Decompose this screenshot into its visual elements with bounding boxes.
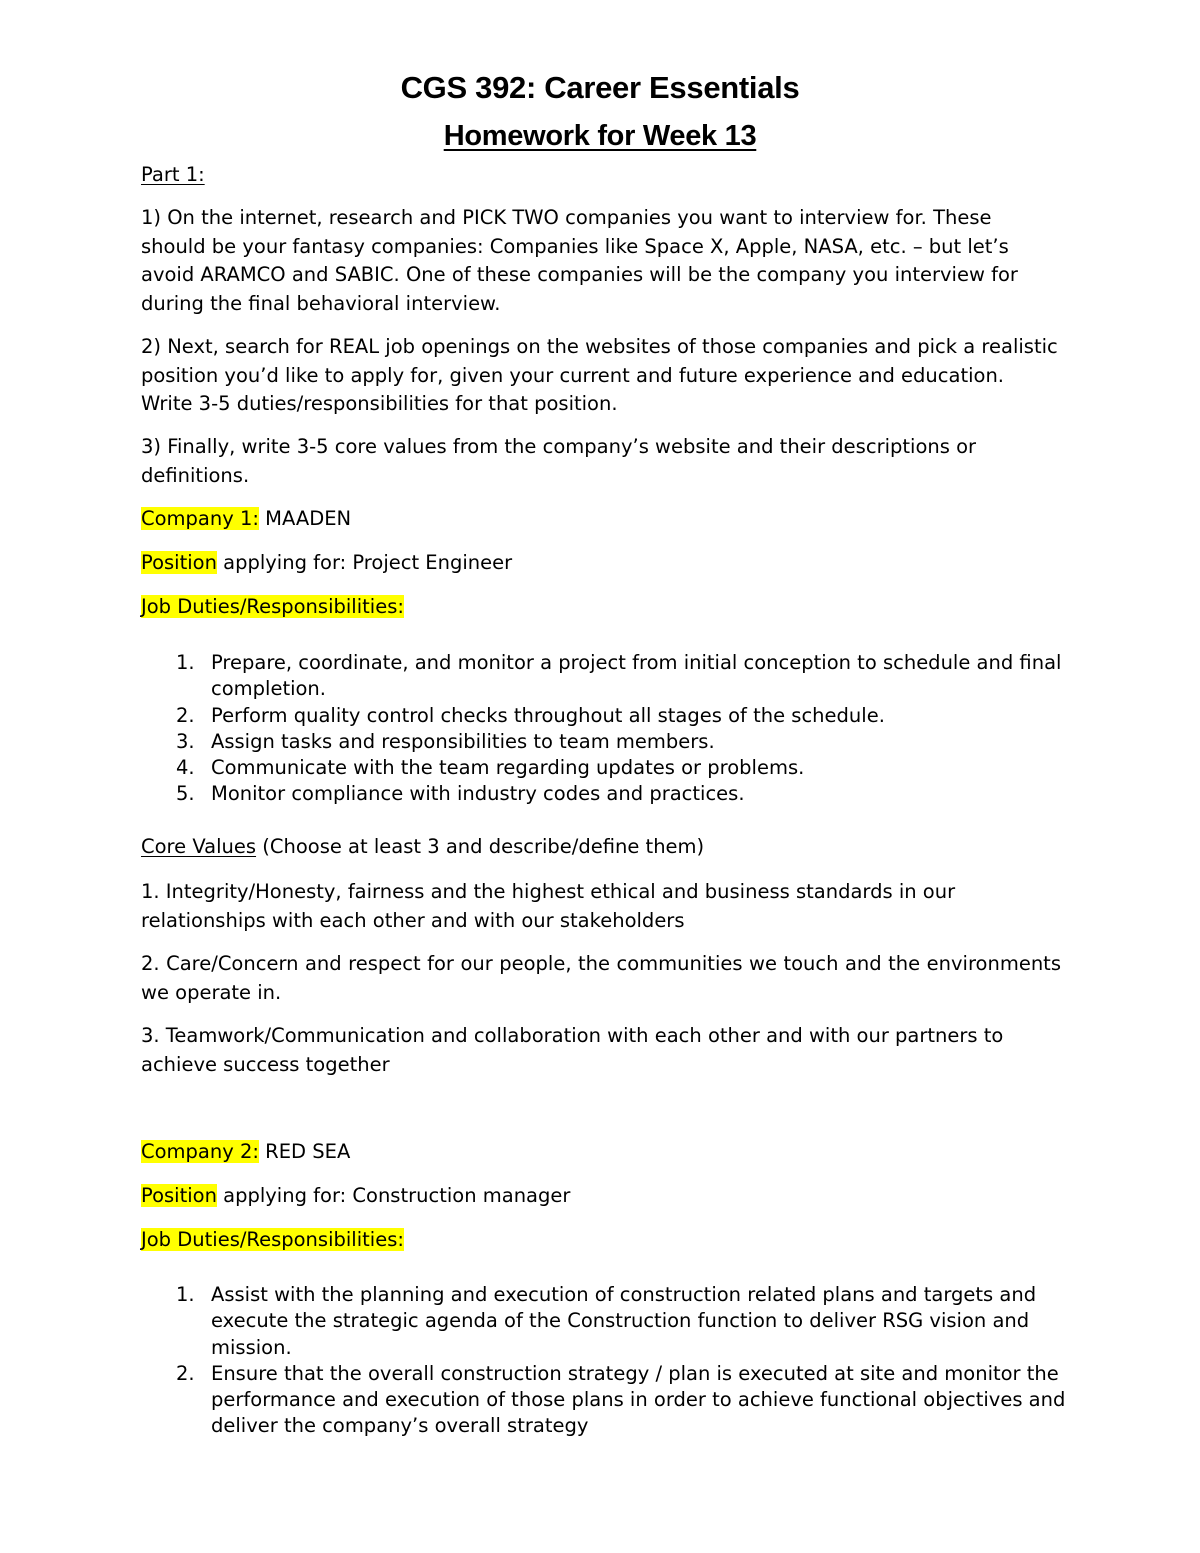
part1-label xyxy=(141,161,1061,190)
company1-line xyxy=(141,505,1061,534)
core-value-2: 2. Care/Concern and respect for our people, the communities we touch and the environments we operate in. xyxy=(141,952,1061,1004)
company2-position-line xyxy=(141,1182,1061,1211)
duty-number: 2. xyxy=(176,1361,195,1385)
company1-position-value: applying for: Project Engineer xyxy=(223,551,513,574)
duty-number: 5. xyxy=(176,782,195,806)
instruction-2: 2) Next, search for REAL job openings on the websites of those companies and pick a realistic position you’d like to apply for, given your current and future experience and education. Write 3-5 duties/responsibilities for that position. xyxy=(141,335,1058,415)
core-values-note: (Choose at least 3 and describe/define them) xyxy=(262,835,705,858)
core-values-label: Core Values xyxy=(141,835,257,858)
subtitle-text: Homework for Week 13 xyxy=(443,120,757,152)
instruction-3: 3) Finally, write 3-5 core values from the company’s website and their descriptions or definitions. xyxy=(141,435,977,487)
company2-position-value: applying for: Construction manager xyxy=(223,1184,571,1207)
duty-number: 3. xyxy=(176,729,195,753)
list-item xyxy=(176,1361,1066,1440)
list-item xyxy=(176,729,1066,755)
company2-name: RED SEA xyxy=(265,1140,351,1163)
company1-duties-label: Job Duties/Responsibilities: xyxy=(141,595,404,618)
duty-number: 1. xyxy=(176,651,195,674)
company1-position-label: Position xyxy=(141,551,217,574)
list-item xyxy=(176,755,1066,781)
document-title: CGS 392: Career Essentials xyxy=(400,70,800,105)
duty-text: Assign tasks and responsibilities to team members. xyxy=(211,729,715,753)
company2-label: Company 2: xyxy=(141,1140,259,1163)
company2-duties-list xyxy=(141,1282,1066,1440)
duty-text: Assist with the planning and execution of construction related plans and targets and execute the strategic agenda of the Construction function to deliver RSG vision and mission. xyxy=(211,1283,1037,1359)
duty-text: Prepare, coordinate, and monitor a project from initial conception to schedule and final completion. xyxy=(211,651,1062,701)
duty-text: Communicate with the team regarding updates or problems. xyxy=(211,756,805,780)
part1-label-text: Part 1: xyxy=(141,163,205,186)
instruction-1: 1) On the internet, research and PICK TWO companies you want to interview for. These should be your fantasy companies: Companies like Space X, Apple, NASA, etc. – but let’s avoid ARAMCO and SABIC. One of these companies will be the company you interview for during the final behavioral interview. xyxy=(141,206,1018,315)
company2-position-label: Position xyxy=(141,1184,217,1207)
company1-duties-list xyxy=(141,650,1066,808)
duty-number: 1. xyxy=(176,1283,195,1306)
list-item xyxy=(176,650,1066,703)
core-value-1: 1. Integrity/Honesty, fairness and the highest ethical and business standards in our relationships with each other and with our stakeholders xyxy=(141,880,956,932)
document-subtitle xyxy=(0,120,1200,153)
duty-text: Ensure that the overall construction strategy / plan is executed at site and monitor the performance and execution of those plans in order to achieve functional objectives and deliver the company’s overall strategy xyxy=(211,1361,1066,1438)
list-item xyxy=(176,1282,1066,1361)
list-item xyxy=(176,703,1066,729)
company2-line xyxy=(141,1138,1061,1167)
company1-name: MAADEN xyxy=(265,507,352,530)
company2-duties-label: Job Duties/Responsibilities: xyxy=(141,1228,404,1251)
list-item xyxy=(176,781,1066,807)
duty-number: 4. xyxy=(176,756,195,780)
core-values-heading xyxy=(141,833,1061,862)
company1-label: Company 1: xyxy=(141,507,259,530)
company1-duties-heading xyxy=(141,593,1061,622)
core-value-3: 3. Teamwork/Communication and collaboration with each other and with our partners to achieve success together xyxy=(141,1024,1004,1076)
company2-duties-heading xyxy=(141,1226,1061,1255)
duty-text: Perform quality control checks throughout all stages of the schedule. xyxy=(211,703,885,727)
company1-position-line xyxy=(141,549,1061,578)
duty-text: Monitor compliance with industry codes and practices. xyxy=(211,782,745,806)
duty-number: 2. xyxy=(176,703,195,727)
